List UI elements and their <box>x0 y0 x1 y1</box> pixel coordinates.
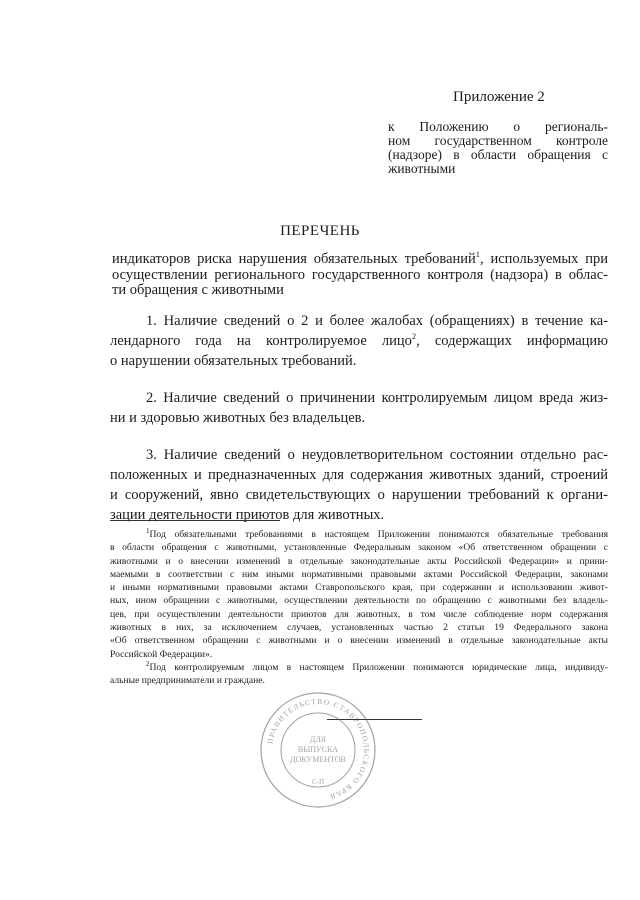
attachment-ref-line: животными <box>388 161 456 176</box>
list-item <box>110 311 608 371</box>
indicator-list <box>110 311 608 542</box>
item-text: лендарного года на контролируемое лицо <box>110 333 412 349</box>
item-line: 1. Наличие сведений о 2 и более жалобах (обращениях) в течение ка- <box>146 313 608 329</box>
footnote-line: Российской Федерации». <box>110 648 213 660</box>
footnote-text: Под обязательными требованиями в настоящем Приложении понимаются обязательные требования <box>149 529 608 540</box>
attachment-title: Приложение 2 <box>453 89 545 105</box>
item-line: зации деятельности приютов для животных. <box>110 507 385 523</box>
attachment-ref-line: ном государственном контроле <box>388 133 608 148</box>
subtitle-line: ти обращения с животными <box>112 282 284 298</box>
footnote-line: «Об ответственном обращении с животными и о внесении изменений в отдельные законодательные акты <box>110 635 608 647</box>
attachment-reference <box>388 120 608 176</box>
subtitle-text: индикаторов риска нарушения обязательных требований <box>112 251 476 267</box>
stamp-bottom-text: С-П <box>311 778 325 786</box>
footnote-line: и иными нормативными правовыми актами Ставропольского края, при содержании и использовании живот- <box>110 582 608 594</box>
footnote-line <box>110 661 608 674</box>
footnote-line: маемыми в соответствии с ним иными нормативными правовыми актами Российской Федерации, законами <box>110 568 608 580</box>
footnote-text: Под контролируемым лицом в настоящем Приложении понимаются юридические лица, индивиду- <box>149 661 608 673</box>
footnote-1 <box>110 528 608 661</box>
document-subtitle <box>112 249 608 299</box>
footnote-line: альные предприниматели и граждане. <box>110 675 265 687</box>
item-line: 2. Наличие сведений о причинении контролируемым лицом вреда жиз- <box>146 390 608 406</box>
footnote-2 <box>110 661 608 688</box>
item-text: , содержащих информацию <box>416 333 608 349</box>
footnotes <box>110 528 608 688</box>
subtitle-text: , используемых при <box>480 251 608 267</box>
item-line: о нарушении обязательных требований. <box>110 353 357 369</box>
item-line: ни и здоровью животных без владельцев. <box>110 410 366 426</box>
item-line: 3. Наличие сведений о неудовлетворительном состоянии отдельно рас- <box>146 447 608 463</box>
attachment-ref-line: (надзоре) в области обращения с <box>388 147 608 162</box>
subtitle-line <box>112 249 608 268</box>
list-item <box>110 388 608 428</box>
footnote-line: животными и о внесении изменений в отдельные законодательные акты Российской Федерации» и прини- <box>110 555 608 567</box>
footnote-line: цев, при осуществлении деятельности приютов для животных, в том числе соблюдение норм содержания <box>110 608 608 620</box>
document-title: ПЕРЕЧЕНЬ <box>280 223 360 239</box>
footnote-line: животных в них, за исключением случаев, установленных частью 2 статьи 19 Федерального закона <box>110 622 608 634</box>
stamp-inner-text: ВЫПУСКА <box>297 745 339 754</box>
subtitle-line: осуществлении регионального государственного контроля (надзора) в облас- <box>112 266 608 283</box>
footnote-line <box>110 528 608 541</box>
footnote-ref: 1 <box>475 249 481 260</box>
stamp-ring-text: ПРАВИТЕЛЬСТВО СТАВРОПОЛЬСКОГО КРАЯ <box>265 696 372 802</box>
footnote-line: ных, ином обращении с животными, осуществлении деятельности по обращению с животными без владель- <box>110 595 608 607</box>
footnote-marker: 2 <box>146 659 150 668</box>
attachment-ref-line: к Положению о региональ- <box>388 119 608 134</box>
footnote-marker: 1 <box>146 526 150 535</box>
item-line: и сооружений, явно свидетельствующих о нарушении требований к органи- <box>110 487 608 503</box>
footnote-divider <box>110 520 280 521</box>
item-line <box>110 331 608 351</box>
list-item <box>110 445 608 525</box>
official-stamp <box>258 690 378 810</box>
footnote-ref: 2 <box>411 331 417 342</box>
item-line: положенных и предназначенных для содержания животных зданий, строений <box>110 467 608 483</box>
stamp-inner-text: ДЛЯ <box>309 735 327 744</box>
footnote-line: в области обращения с животными, установленные Федеральным законом «Об ответственном обращении с <box>110 542 608 554</box>
stamp-inner-text: ДОКУМЕНТОВ <box>290 755 346 764</box>
